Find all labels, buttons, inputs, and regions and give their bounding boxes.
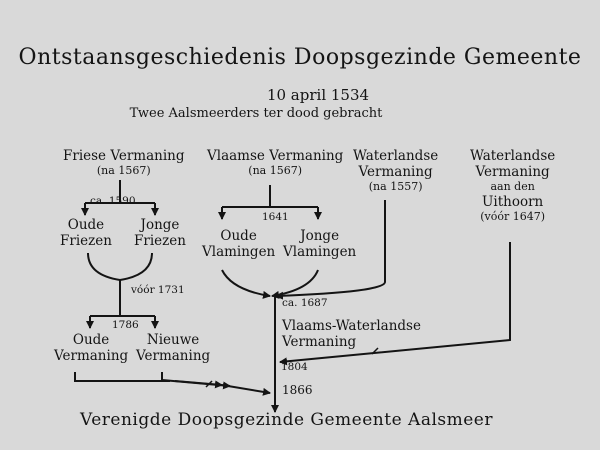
year-1687: ca. 1687 [282,297,328,309]
page-title: Ontstaansgeschiedenis Doopsgezinde Gemeente [18,45,582,70]
year-1786: 1786 [112,319,139,331]
node-friese-vermaning: Friese Vermaning (na 1567) [63,148,185,178]
year-1590: ca. 1590 [90,195,136,207]
node-uithoorn-vermaning: Waterlandse Vermaning aan den Uithoorn (vóór 1647) [470,148,556,223]
node-oude-vlamingen: Oude Vlamingen [202,228,276,261]
origin-event: Twee Aalsmeerders ter dood gebracht [129,106,383,121]
line-oude-vlamingen-merge [222,270,270,296]
node-vlaams-waterlandse: Vlaams-Waterlandse Vermaning [282,318,421,351]
united-congregation: Verenigde Doopsgezinde Gemeente Aalsmeer [80,410,493,430]
line-jonge-friezen-merge [120,253,152,280]
origin-date: 10 april 1534 [266,86,370,104]
node-jonge-friezen: Jonge Friezen [134,217,186,250]
node-jonge-vlamingen: Jonge Vlamingen [283,228,357,261]
line-oude-vermaning-out [75,372,170,381]
node-oude-friezen: Oude Friezen [60,217,112,250]
line-jonge-vlamingen-merge [272,270,318,296]
year-1731: vóór 1731 [131,284,185,296]
year-1641: 1641 [262,211,289,223]
node-vlaamse-vermaning: Vlaamse Vermaning (na 1567) [207,148,344,178]
node-waterlandse-vermaning: Waterlandse Vermaning (na 1557) [353,148,439,194]
year-1866: 1866 [282,383,313,397]
node-nieuwe-vermaning: Nieuwe Vermaning [136,332,211,365]
year-1804: 1804 [281,361,308,373]
node-oude-vermaning: Oude Vermaning [54,332,129,365]
line-oude-friezen-merge [88,253,120,280]
